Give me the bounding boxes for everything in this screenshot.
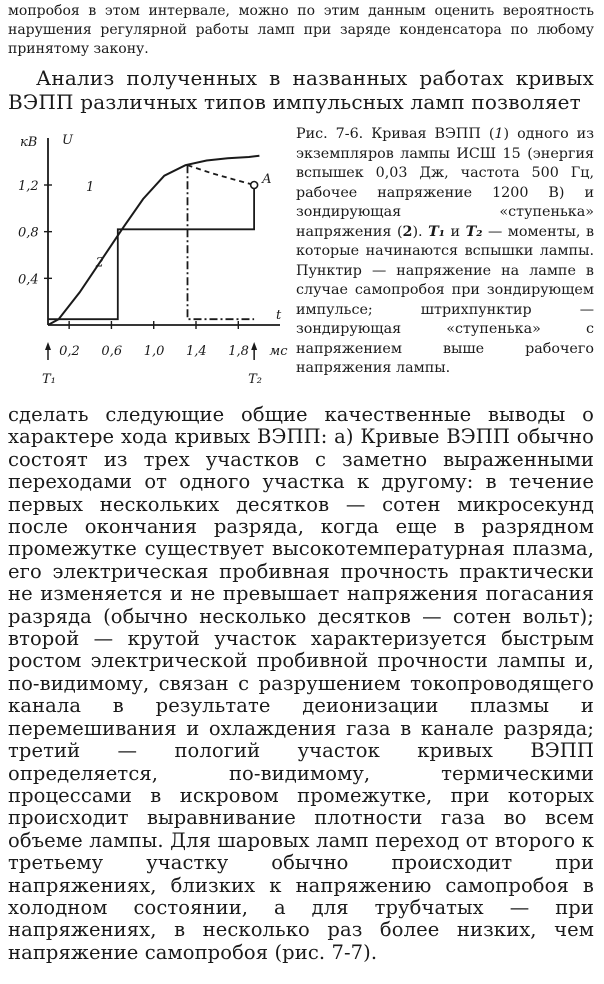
series-line-aux-2 — [188, 165, 255, 185]
t1-label: T₁ — [42, 372, 56, 387]
caption-t2: T₂ — [465, 223, 483, 240]
series-line-1 — [48, 156, 259, 325]
caption-t1: T₁ — [428, 223, 446, 240]
y-tick-label: 0,8 — [18, 225, 39, 241]
t1-arrow-head — [45, 342, 51, 350]
caption-part3: ). — [412, 223, 429, 240]
point-a-label: A — [262, 172, 272, 187]
point-a-marker — [251, 182, 258, 189]
t2-arrow-head — [251, 342, 257, 350]
x-unit-label: мс — [269, 344, 288, 359]
x-tick-label: 0,6 — [101, 344, 123, 359]
series-line-2 — [48, 185, 254, 319]
series-line-aux-3 — [188, 165, 255, 319]
caption-and: и — [445, 223, 466, 240]
figure-7-6 — [0, 120, 290, 400]
caption-part4: — моменты, в которые начинаются вспышки лампы. Пунктир — напряжение на лампе в случае самопробоя при зондирующем импульсе; штрихпунктир — зондирующая «ступенька» с напряжением выше рабочего напряжения лампы. — [296, 223, 594, 376]
x-tick-label: 0,2 — [59, 344, 80, 359]
top-paragraph: мопробоя в этом интервале, можно по этим данным оценить вероятность нарушения регулярной работы ламп при заряде конденсатора по любому принятому закону. — [8, 3, 594, 57]
x-tick-label: 1,4 — [186, 344, 207, 359]
x-axis-label: t — [276, 308, 282, 323]
vepp-chart — [0, 120, 290, 400]
y-axis-label: U — [62, 133, 73, 148]
analysis-paragraph: Анализ полученных в названных работах кривых ВЭПП различных типов импульсных ламп позволяет — [8, 66, 594, 114]
curve-2-label: 2 — [95, 255, 104, 271]
figure-caption — [296, 125, 594, 379]
x-tick-label: 1,8 — [228, 344, 249, 359]
y-unit-label: кВ — [20, 135, 38, 150]
caption-part2: ) одного из экземпляров лампы ИСШ 15 (энергия вспышек 0,03 Дж, частота 500 Гц, рабочее напряжение 1200 В) и зондирующая «ступенька» напряжения ( — [296, 126, 595, 240]
caption-curve-2: 2 — [402, 223, 413, 240]
body-paragraph: сделать следующие общие качественные выводы о характере хода кривых ВЭПП: а) Кривые ВЭПП обычно состоят из трех участков с заметно выраженными переходами от одного участка к другому: в течение первых нескольких десятков — сотен микросекунд после окончания разряда, когда еще в разрядном промежутке существует высокотемпературная плазма, его электрическая пробивная прочность практически не изменяется и не превышает напряжения погасания разряда (обычно несколько десятков — сотен вольт); второй — крутой участок характеризуется быстрым ростом электрической пробивной прочности лампы и, по-видимому, связан с разрушением токопроводящего канала в результате деионизации плазмы и перемешивания и охлаждения газа в канале разряда; третий — пологий участок кривых ВЭПП определяется, по-видимому, термическими процессами в искровом промежутке, при которых происходит выравнивание плотности газа во всем объеме лампы. Для шаровых ламп переход от второго к третьему участку обычно происходит при напряжениях, близких к напряжению самопробоя в холодном состоянии, а для трубчатых — при напряжениях, в несколько раз более низких, чем напряжение самопробоя (рис. 7-7). — [8, 403, 594, 964]
y-tick-label: 0,4 — [18, 272, 39, 288]
x-tick-label: 1,0 — [143, 344, 165, 359]
y-tick-label: 1,2 — [18, 179, 39, 194]
curve-1-label: 1 — [86, 179, 95, 195]
caption-curve-1: 1 — [494, 126, 504, 142]
caption-lead: Рис. 7-6. Кривая ВЭПП ( — [296, 126, 495, 142]
t2-label: T₂ — [248, 372, 263, 387]
